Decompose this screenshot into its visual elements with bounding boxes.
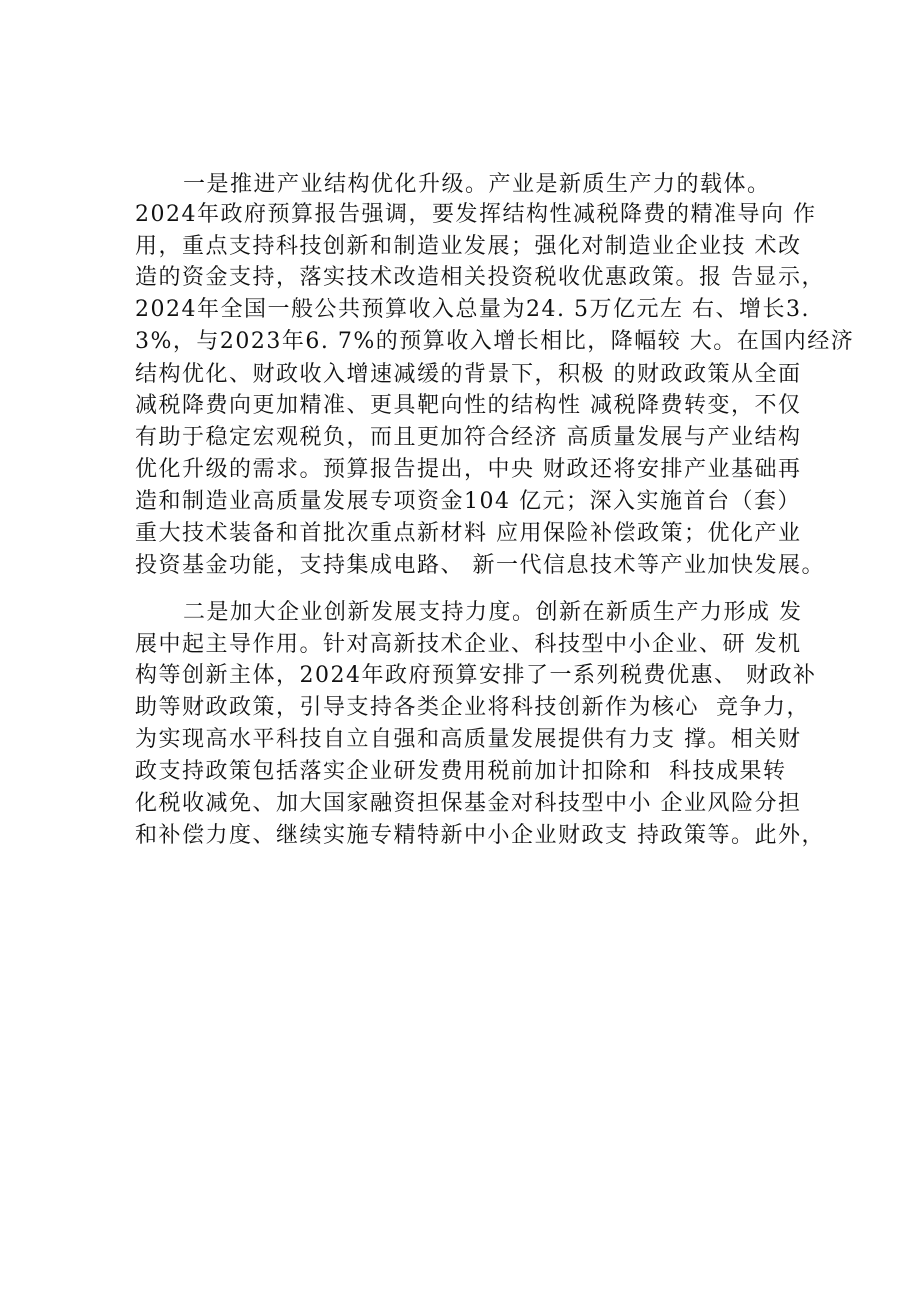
- text-line: 政支持政策包括落实企业研发费用税前加计扣除和 科技成果转: [135, 759, 787, 784]
- text-line: 优化升级的需求。预算报告提出，中央 财政还将安排产业基础再: [135, 457, 802, 482]
- text-line: 构等创新主体，2024年政府预算安排了一系列税费优惠、 财政补: [135, 663, 817, 688]
- text-line: 化税收减免、加大国家融资担保基金对科技型中小 企业风险分担: [135, 791, 802, 816]
- text-line: 为实现高水平科技自立自强和高质量发展提供有力支 撑。相关财: [135, 727, 802, 752]
- text-line: 结构优化、财政收入增速减缓的背景下，积极 的财政政策从全面: [135, 362, 802, 387]
- text-line: 一是推进产业结构优化升级。产业是新质生产力的载体。: [183, 172, 771, 197]
- text-line: 展中起主导作用。针对高新技术企业、科技型中小企业、研 发机: [135, 632, 802, 657]
- text-line: 有助于稳定宏观税负，而且更加符合经济 高质量发展与产业结构: [135, 425, 802, 450]
- text-line: 2024年全国一般公共预算收入总量为24. 5万亿元左 右、增长3.: [135, 297, 810, 322]
- text-line: 用，重点支持科技创新和制造业发展；强化对制造业企业技 术改: [135, 234, 802, 259]
- text-line: 二是加大企业创新发展支持力度。创新在新质生产力形成 发: [183, 600, 803, 625]
- text-line: 和补偿力度、继续实施专精特新中小企业财政支 持政策等。此外，: [135, 823, 825, 848]
- text-line: 造和制造业高质量发展专项资金104 亿元；深入实施首台（套）: [135, 489, 801, 514]
- text-line: 投资基金功能，支持集成电路、 新一代信息技术等产业加快发展。: [135, 553, 825, 578]
- text-line: 造的资金支持，落实技术改造相关投资税收优惠政策。报 告显示，: [135, 265, 825, 290]
- text-line: 重大技术装备和首批次重点新材料 应用保险补偿政策；优化产业: [135, 521, 802, 546]
- text-line: 减税降费向更加精准、更具靶向性的结构性 减税降费转变，不仅: [135, 393, 802, 418]
- text-line: 2024年政府预算报告强调，要发挥结构性减税降费的精准导向 作: [135, 202, 817, 227]
- text-line: 3%，与2023年6. 7%的预算收入增长相比，降幅较 大。在国内经济: [135, 329, 855, 354]
- text-line: 助等财政政策，引导支持各类企业将科技创新作为核心 竞争力，: [135, 695, 810, 720]
